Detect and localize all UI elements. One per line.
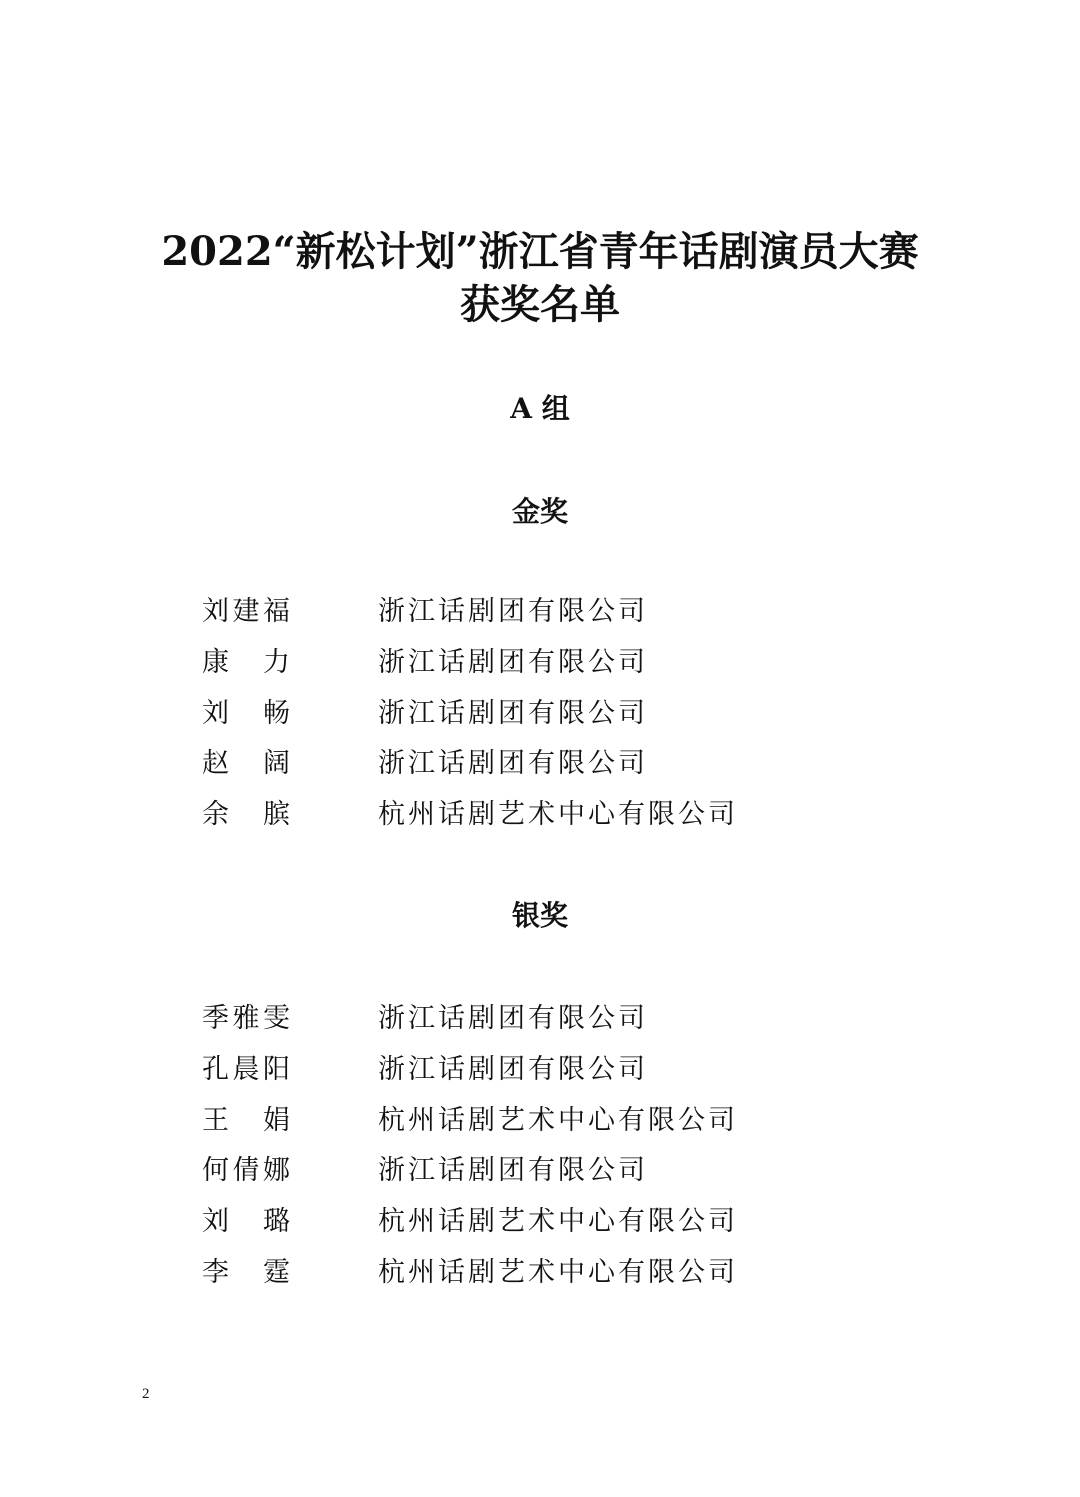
gold-award-heading: 金奖 xyxy=(511,495,568,528)
list-item xyxy=(0,590,1080,641)
winner-name: 刘建福 xyxy=(202,596,292,627)
list-item xyxy=(0,692,1080,743)
list-item xyxy=(0,1251,1080,1302)
winner-organization: 浙江话剧团有限公司 xyxy=(378,1053,648,1085)
gold-award-list xyxy=(0,590,1080,844)
winner-name: 孔晨阳 xyxy=(202,1053,292,1085)
silver-award-heading: 银奖 xyxy=(511,899,568,932)
list-item xyxy=(0,793,1080,844)
winner-name: 刘 畅 xyxy=(202,697,292,729)
winner-name: 季雅雯 xyxy=(202,1003,292,1034)
silver-award-list xyxy=(0,997,1080,1302)
winner-name: 康 力 xyxy=(202,646,292,678)
list-item xyxy=(0,1048,1080,1099)
winner-organization: 浙江话剧团有限公司 xyxy=(378,748,648,780)
document-title-line-1: 2022“新松计划”浙江省青年话剧演员大赛 xyxy=(161,228,919,275)
winner-organization: 杭州话剧艺术中心有限公司 xyxy=(378,799,738,831)
winner-organization: 浙江话剧团有限公司 xyxy=(378,1155,648,1187)
winner-name: 赵 阔 xyxy=(202,748,292,780)
list-item xyxy=(0,641,1080,692)
document-title-line-2: 获奖名单 xyxy=(460,281,620,328)
winner-organization: 浙江话剧团有限公司 xyxy=(378,697,648,729)
winner-organization: 杭州话剧艺术中心有限公司 xyxy=(378,1256,738,1288)
winner-name: 王 娟 xyxy=(202,1104,292,1136)
list-item xyxy=(0,1149,1080,1200)
winner-organization: 浙江话剧团有限公司 xyxy=(378,596,648,627)
winner-organization: 杭州话剧艺术中心有限公司 xyxy=(378,1206,738,1238)
winner-name: 何倩娜 xyxy=(202,1155,292,1187)
winner-organization: 浙江话剧团有限公司 xyxy=(378,646,648,678)
winner-name: 余 膑 xyxy=(202,799,292,831)
winner-name: 李 霆 xyxy=(202,1256,292,1288)
page-number: 2 xyxy=(142,1386,150,1402)
group-heading: A 组 xyxy=(510,392,570,425)
winner-organization: 浙江话剧团有限公司 xyxy=(378,1003,648,1034)
list-item xyxy=(0,1099,1080,1150)
winner-organization: 杭州话剧艺术中心有限公司 xyxy=(378,1104,738,1136)
list-item xyxy=(0,997,1080,1048)
list-item xyxy=(0,742,1080,793)
winner-name: 刘 璐 xyxy=(202,1206,292,1238)
list-item xyxy=(0,1200,1080,1251)
